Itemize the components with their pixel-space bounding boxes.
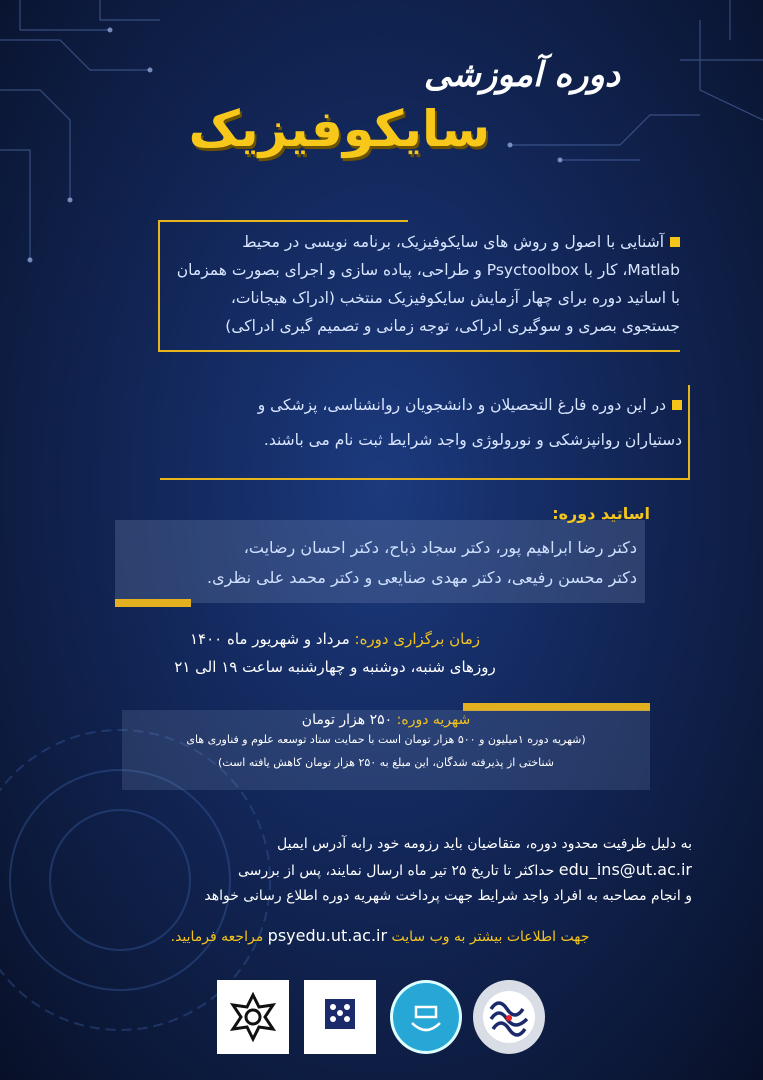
logo-tehran-medical-sciences [304, 980, 376, 1054]
text-line: دکتر رضا ابراهیم پور، دکتر سجاد ذباح، دکتر احسان رضایت، [243, 538, 637, 557]
more-info [120, 926, 640, 945]
fee-box [122, 710, 650, 790]
fee-note: شناختی از پذیرفته شدگان، این مبلغ به ۲۵۰ هزار تومان کاهش یافته است) [217, 756, 555, 769]
intro-bullet-2 [170, 388, 682, 458]
schedule [150, 625, 520, 681]
text-line: و انجام مصاحبه به افراد واجد شرایط جهت پرداخت شهریه دوره اطلاع رسانی خواهد [204, 888, 692, 904]
text: مراجعه فرمایید. [170, 929, 268, 945]
title-line1: دوره آموزشی [423, 55, 620, 95]
fee-label: شهریه دوره: [396, 712, 471, 728]
intro-bullet-1 [162, 228, 680, 340]
text-line: در این دوره فارغ التحصیلان و دانشجویان روانشناسی، پزشکی و [257, 396, 666, 414]
logo-university-of-tehran [390, 980, 462, 1054]
text-line: جستجوی بصری و سوگیری ادراکی، توجه زمانی و تصمیم گیری ادراکی) [225, 317, 680, 335]
title-line2: سایکوفیزیک [188, 100, 490, 158]
email-link[interactable]: edu_ins@ut.ac.ir [558, 860, 692, 879]
instructors-heading: اساتید دوره: [552, 504, 650, 523]
contact-text [160, 832, 692, 909]
bullet-icon [670, 237, 680, 247]
university-emblem-icon [404, 995, 448, 1039]
logo-cognitive-sciences-council [473, 980, 545, 1054]
text-line: به دلیل ظرفیت محدود دوره، متقاضیان باید رزومه خود رابه آدرس ایمیل [277, 836, 692, 852]
brain-emblem-icon [481, 989, 537, 1045]
text-line: دستیاران روانپزشکی و نورولوژی واجد شرایط ثبت نام می باشند. [263, 431, 682, 449]
schedule-label: زمان برگزاری دوره: [354, 630, 481, 648]
text-line: با اساتید دوره برای چهار آزمایش سایکوفیزیک منتخب (ادراک هیجانات، [230, 289, 680, 307]
fee-note: (شهریه دوره ۱میلیون و ۵۰۰ هزار تومان است با حمایت ستاد توسعه علوم و فناوری های [186, 733, 586, 746]
logo-shahid-rajaee-university [217, 980, 289, 1054]
text-line: حداکثر تا تاریخ ۲۵ تیر ماه ارسال نمایند، پس از بررسی [238, 863, 559, 879]
star-emblem-icon [228, 992, 278, 1042]
text-line: آشنایی با اصول و روش های سایکوفیزیک، برنامه نویسی در محیط [242, 233, 664, 251]
text: جهت اطلاعات بیشتر به وب سایت [387, 929, 590, 945]
instructors-list [122, 533, 637, 593]
fee-value: ۲۵۰ هزار تومان [301, 712, 397, 728]
text-line: Matlab، کار با Psyctoolbox و طراحی، پیاده سازی و اجرای بصورت همزمان [176, 261, 680, 279]
website-link[interactable]: psyedu.ut.ac.ir [267, 926, 388, 945]
schedule-days: روزهای شنبه، دوشنبه و چهارشنبه ساعت ۱۹ الی ۲۱ [174, 658, 496, 676]
bullet-icon [672, 400, 682, 410]
book-emblem-icon [323, 997, 357, 1037]
schedule-value: مرداد و شهریور ماه ۱۴۰۰ [189, 630, 355, 648]
text-line: دکتر محسن رفیعی، دکتر مهدی صنایعی و دکتر محمد علی نظری. [207, 568, 637, 587]
accent-bar [115, 599, 191, 607]
